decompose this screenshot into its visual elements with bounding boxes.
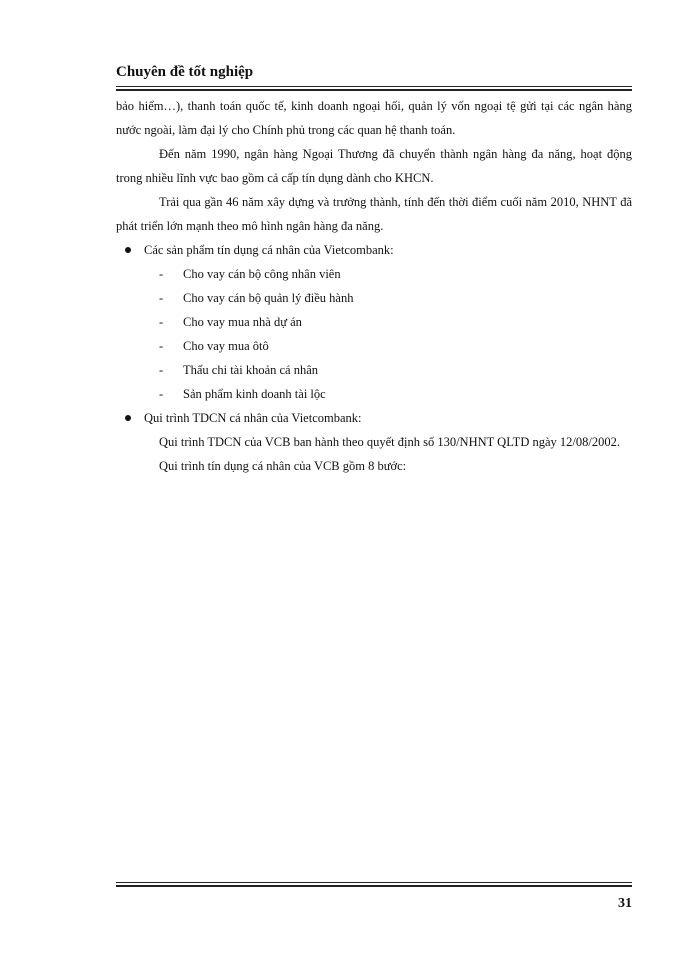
- list-item: [116, 334, 632, 358]
- header-rule-thick: [116, 89, 632, 91]
- list-item: [116, 382, 632, 406]
- dash-marker: -: [159, 387, 164, 401]
- list-item: [116, 286, 632, 310]
- bullet-dot-icon: [125, 247, 131, 253]
- dash-marker: -: [159, 315, 164, 329]
- list-item-text: Cho vay cán bộ quản lý điều hành: [183, 291, 354, 305]
- dash-marker: -: [159, 363, 164, 377]
- paragraph-46-years: Trải qua gần 46 năm xây dựng và trưởng thành, tính đến thời điểm cuối năm 2010, NHNT đã phát triển lớn mạnh theo mô hình ngân hàng đa năng.: [116, 195, 632, 233]
- page-number: 31: [618, 896, 632, 911]
- bullet-process-label: Qui trình TDCN cá nhân của Vietcombank:: [144, 411, 362, 425]
- dash-marker: -: [159, 267, 164, 281]
- paragraph-1990: Đến năm 1990, ngân hàng Ngoại Thương đã chuyển thành ngân hàng đa năng, hoạt động trong nhiều lĩnh vực bao gồm cả cấp tín dụng dành cho KHCN.: [116, 147, 632, 185]
- document-body: [116, 94, 632, 478]
- bullet-products-label: Các sản phẩm tín dụng cá nhân của Vietcombank:: [144, 243, 394, 257]
- bullet-dot-icon: [125, 415, 131, 421]
- header-title: Chuyên đề tốt nghiệp: [116, 64, 254, 80]
- list-item-text: Sản phẩm kinh doanh tài lộc: [183, 387, 326, 401]
- list-item: [116, 358, 632, 382]
- list-item: [116, 310, 632, 334]
- dash-marker: -: [159, 291, 164, 305]
- list-item-text: Cho vay mua ôtô: [183, 339, 269, 353]
- footer-rule-thin: [116, 882, 632, 883]
- header-rule-thin: [116, 86, 632, 87]
- bullet-process: [116, 406, 632, 430]
- paragraph-process-steps: Qui trình tín dụng cá nhân của VCB gồm 8 bước:: [159, 459, 407, 473]
- list-item-text: Cho vay cán bộ công nhân viên: [183, 267, 341, 281]
- dash-marker: -: [159, 339, 164, 353]
- footer-rule-thick: [116, 885, 632, 887]
- list-item: [116, 262, 632, 286]
- bullet-products: [116, 238, 632, 262]
- list-item-text: Cho vay mua nhà dự án: [183, 315, 302, 329]
- paragraph-continuation: bảo hiểm…), thanh toán quốc tế, kinh doanh ngoại hối, quản lý vốn ngoại tệ gửi tại các ngân hàng nước ngoài, làm đại lý cho Chính phủ trong các quan hệ thanh toán.: [116, 99, 632, 137]
- paragraph-process-decision: Qui trình TDCN của VCB ban hành theo quyết định số 130/NHNT QLTD ngày 12/08/2002.: [159, 435, 620, 449]
- list-item-text: Thấu chi tài khoản cá nhân: [183, 363, 319, 377]
